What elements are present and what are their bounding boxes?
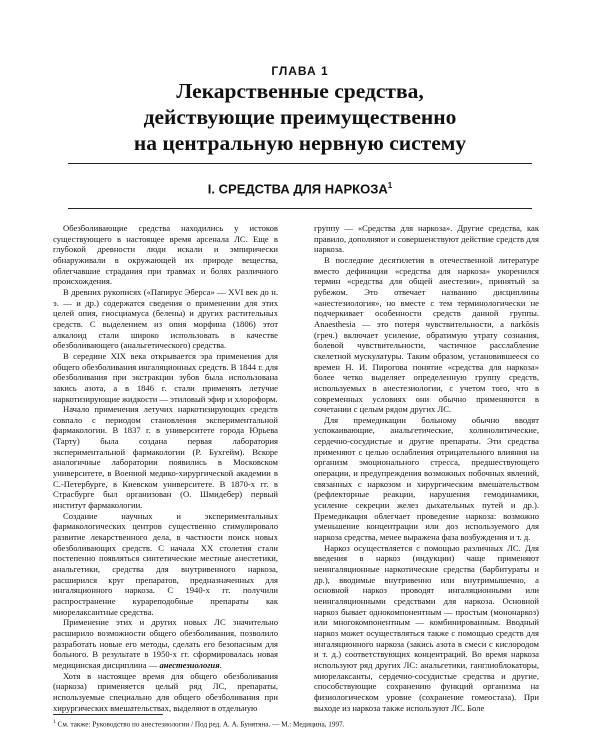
right-column <box>314 223 539 713</box>
chapter-title-line: действующие преимущественно <box>143 105 457 129</box>
paragraph: Хотя в настоящее время для общего обезболивания (наркоза) применяется целый ряд ЛС, препараты, используемые специально для общего обезболивания при хирургических вмешательствах, выделяют в отдельную <box>53 670 278 713</box>
footnote-mark: 1 <box>53 719 56 725</box>
title-divider-rule <box>68 163 532 164</box>
left-column <box>53 223 278 713</box>
emphasized-term: анестезиология <box>159 659 220 670</box>
footnote <box>53 718 553 729</box>
paragraph: Начало применения летучих наркотизирующих средств совпало с периодом становления экспериментальной фармакологии. В 1837 г. в университете города Юрьева (Тарту) была создана первая лаборатория экспериментальной фармакологии (Р. Бухгейм). Вскоре аналогичные лаборатории появились в Московском университете, в Военной медико-хирургической академии в С.-Петербурге, в Киевском университете. В 1870-х гг. в Страсбурге был организован (О. Шмидебер) первый институт фармакологии. <box>53 404 278 511</box>
chapter-title <box>60 78 540 156</box>
paragraph: В середине XIX века открывается эра применения для общего обезболивания ингаляционных средств. В 1844 г. для обезболивания при экстракции зубов была использована закись азота, а в 1846 г. стали применять летучие наркотизирующие жидкости — этиловый эфир и хлороформ. <box>53 350 278 404</box>
paragraph: Обезболивающие средства находились у истоков существующего в настоящее время арсенала ЛС. Еще в глубокой древности люди искали и эмпирически обнаруживали в окружающей их природе вещества, облегчавшие страдания при травмах и болях различного происхождения. <box>53 223 278 287</box>
section-title-text: I. СРЕДСТВА ДЛЯ НАРКОЗА <box>207 181 388 197</box>
paragraph: Наркоз осуществляется с помощью различных ЛС. Для введения в наркоз (индукции) чаще применяют неингаляционные наркотические средства (барбитураты и др.), вводимые внутривенно или внутримышечно, а основной наркоз проводят ингаляционными или неингаляционными средствами для наркоза. Основной наркоз бывает однокомпонентным — простым (мононаркоз) или многокомпонентным — комбинированным. Вводный наркоз может осуществляться также с помощью средств для ингаляционного наркоза (закись азота в смеси с кислородом и т. д.) соответствующих концентраций. Во время наркоза используют ряд других ЛС: анальгетики, ганглиоблокаторы, миорелаксанты, сердечно-сосудистые средства и другие, способствующие сохранению функций организма на физиологическом уровне (сохранение гомеостаза). При выходе из наркоза также используют ЛС. Боле <box>314 542 539 713</box>
section-title <box>0 181 600 196</box>
term-suffix: . <box>219 659 222 670</box>
section-footnote-mark: 1 <box>387 181 393 190</box>
footnote-rule <box>53 714 163 715</box>
section-divider-rule <box>68 208 532 209</box>
chapter-title-line: Лекарственные средства, <box>176 79 424 103</box>
paragraph: В последние десятилетия в отечественной литературе вместо дефиниции «средства для наркоза» укоренился термин «средства для общей анестезии», принятый за рубежом. Это отвечает названию дисциплины «анестезиология», но вместе с тем терминологически не подчеркивает особенности средств данной группы. Anaesthesia — это потеря чувствительности, а narkōsis (греч.) включает усиление, обратимую утрату сознания, болевой чувствительности, частичное расслабление скелетной мускулатуры. Таким образом, установившееся со времен Н. И. Пирогова понятие «средства для наркоза» более четко выделяет определенную группу средств, используемых в анестезиологии, с учетом того, что в современных условиях они обычно применяются в сочетании с целым рядом других ЛС. <box>314 254 539 415</box>
paragraph: Создание научных и экспериментальных фармакологических центров существенно стимулировало развитие лекарственного дела, в частности поиск новых обезболивающих средств. С начала XX столетия стали постепенно появляться синтетические местные анестетики, анальгетики, средства для внутривенного наркоза, расширился круг препаратов, предназначенных для ингаляционного наркоза. С 1940-х гг. получили распространение курареподобные препараты как миорелаксантные средства. <box>53 510 278 617</box>
paragraph: группу — «Средства для наркоза». Другие средства, как правило, дополняют и совершенствуют действие средств для наркоза. <box>314 223 539 255</box>
paragraph: Для премедикации больному обычно вводят успокаивающие, анальгетические, холинолитические, сердечно-сосудистые и другие препараты. Эти средства применяют с целью ослабления отрицательного влияния на организм эмоционального стресса, предшествующего операции, и предупреждения возможных побочных явлений, связанных с наркозом и хирургическим вмешательством (рефлекторные реакции, нарушения гемодинамики, усиление секреции желез дыхательных путей и др.). Премедикация облегчает проведение наркоза: возможно уменьшение концентрации или доз используемого для наркоза средства, менее выражена фаза возбуждения и т. д. <box>314 414 539 543</box>
paragraph <box>53 617 278 670</box>
chapter-label: ГЛАВА 1 <box>271 64 329 78</box>
paragraph: В древних рукописях («Папирус Эберса» — XVI век до н. э. — и др.) содержатся сведения о применении для этих целей опия, гиосциамуса (белены) и других растительных средств. С выделением из опия морфина (1806) этот алкалоид стали широко использовать в качестве обезболивающего (анальгетического) средства. <box>53 286 278 351</box>
paragraph-text: Применение этих и других новых ЛС значительно расширило возможности общего обезболивания, позволило разработать новые его методы, сделать его безопасным для больного. В результате в 1950-х гг. сформировалась новая медицинская дисциплина — <box>53 617 278 670</box>
chapter-title-line: на центральную нервную систему <box>133 131 467 155</box>
footnote-text: См. также: Руководство по анестезиологии / Под ред. А. А. Бунятяна. — М.: Медицина, 1997. <box>57 720 345 729</box>
